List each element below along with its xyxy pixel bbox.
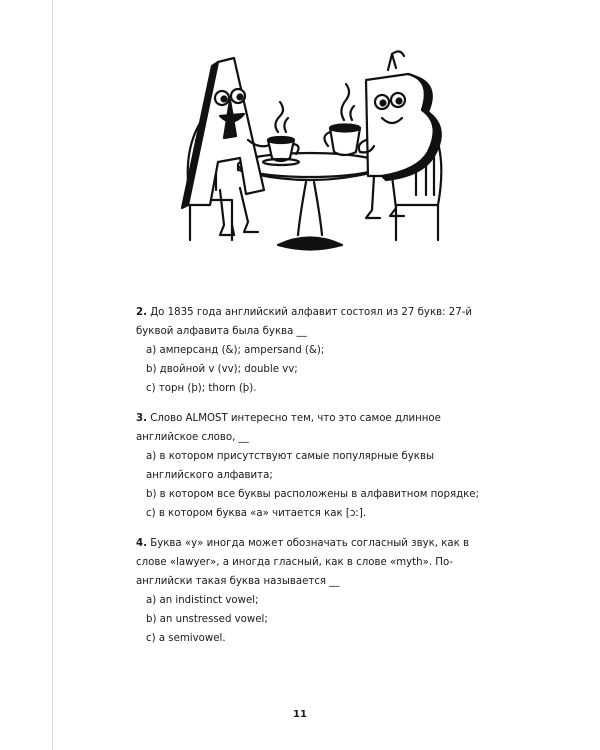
question-body: Буква «у» иногда может обозначать согласный звук, как в слове «lawyer», а иногда гласный, как в слове «myth». По-английски такая буква называется __	[136, 538, 470, 587]
answer-options	[136, 341, 486, 398]
coffee-cup-icon	[324, 84, 360, 155]
letter-b-character-icon	[359, 51, 441, 218]
quiz-content	[136, 303, 486, 659]
question-body: До 1835 года английский алфавит состоял из 27 букв: 27-й буквой алфавита была буква __	[136, 307, 473, 337]
page-gutter-line	[52, 0, 53, 750]
question-number: 2.	[136, 307, 147, 318]
illustration-letters-at-cafe	[160, 40, 460, 260]
answer-option: a) амперсанд (&); ampersand (&);	[146, 345, 325, 356]
question-number: 4.	[136, 538, 147, 549]
answer-options	[136, 591, 486, 648]
question-text	[136, 303, 486, 341]
question-text	[136, 534, 486, 591]
answer-option: b) an unstressed vowel;	[146, 614, 268, 625]
answer-option: a) an indistinct vowel;	[146, 595, 259, 606]
answer-option: c) a semivowel.	[146, 633, 226, 644]
answer-option: c) в котором буква «а» читается как [ɔː].	[146, 508, 367, 519]
question-block	[136, 409, 486, 523]
answer-option: b) двойной v (vv); double vv;	[146, 364, 298, 375]
question-body: Слово ALMOST интересно тем, что это самое длинное английское слово, __	[136, 413, 441, 443]
page-number: 11	[293, 709, 307, 720]
answer-option: c) торн (þ); thorn (þ).	[146, 383, 257, 394]
question-text	[136, 409, 486, 447]
answer-option: a) в котором присутствуют самые популярные буквы английского алфавита;	[146, 451, 434, 481]
question-block	[136, 303, 486, 398]
letter-a-character-icon	[182, 58, 272, 235]
question-number: 3.	[136, 413, 147, 424]
answer-options	[136, 447, 486, 523]
answer-option: b) в котором все буквы расположены в алфавитном порядке;	[146, 489, 480, 500]
question-block	[136, 534, 486, 648]
